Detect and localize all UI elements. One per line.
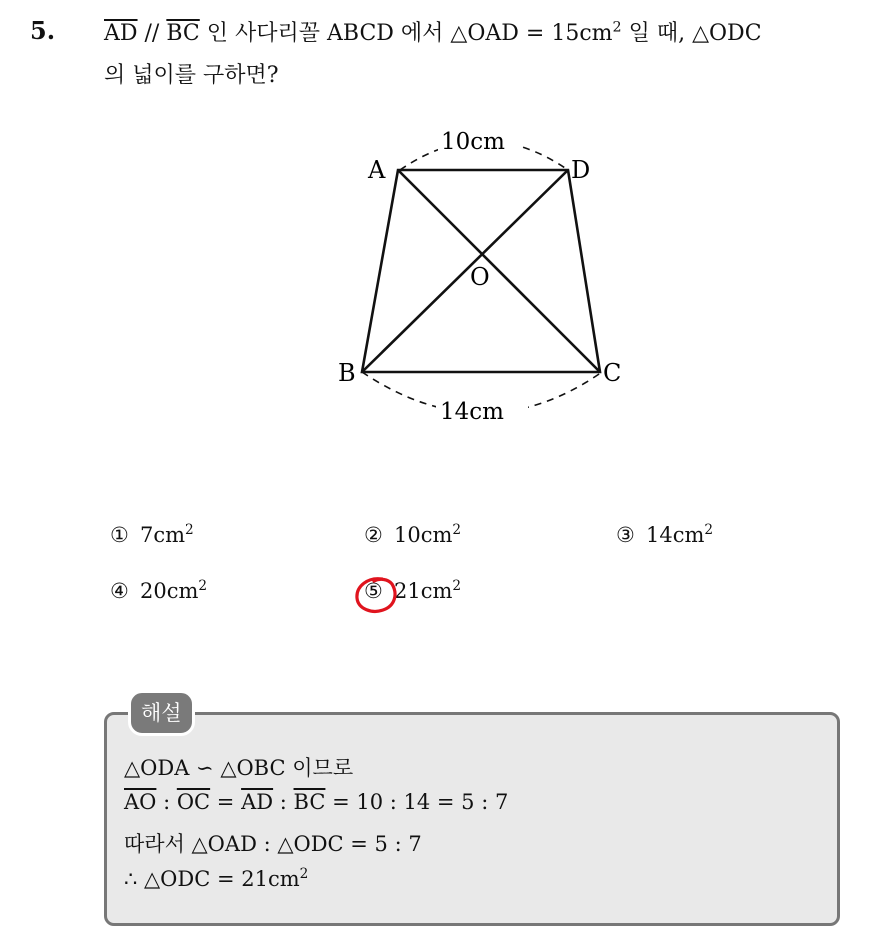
solution-box	[104, 712, 840, 926]
label-d: D	[571, 156, 591, 184]
top-length-label: 10cm	[441, 129, 505, 155]
segment-bc: $\overline{BC}$	[166, 21, 200, 46]
question-line-1	[104, 16, 762, 47]
label-o: O	[470, 263, 490, 291]
segment-bc-solution: $\overline{BC}$	[293, 790, 326, 814]
question-line-1-tail: 일 때, △ODC	[621, 21, 762, 46]
choice-4-sup: 2	[198, 578, 208, 594]
solution-line-4	[124, 866, 308, 891]
equals-sign: =	[210, 790, 242, 814]
choice-3-sup: 2	[704, 522, 714, 538]
choice-2-sup: 2	[452, 522, 462, 538]
choice-4-value: 20cm	[140, 579, 199, 603]
choice-4-mark: ④	[110, 579, 129, 603]
segment-ao: $\overline{AO}$	[124, 790, 157, 814]
answer-circle-mark	[352, 574, 402, 618]
segment-oc: $\overline{OC}$	[176, 790, 211, 814]
trapezoid-figure	[320, 120, 640, 440]
choice-3-value: 14cm	[646, 523, 705, 547]
question-line-2: 의 넓이를 구하면?	[104, 63, 279, 88]
solution-line-4-text: ∴ △ODC = 21cm	[124, 867, 300, 891]
choice-3[interactable]	[616, 522, 713, 547]
ratio-colon-2: :	[273, 790, 294, 814]
choice-5-mark: ⑤	[364, 579, 383, 603]
solution-line-3: 따라서 △OAD : △ODC = 5 : 7	[124, 832, 422, 856]
choice-1[interactable]	[110, 522, 194, 547]
choice-5-sup: 2	[452, 578, 462, 594]
choice-1-value: 7cm	[140, 523, 186, 547]
choice-5-value: 21cm	[394, 579, 453, 603]
question-line-1-sup: 2	[612, 19, 622, 36]
parallel-sign: //	[137, 21, 167, 46]
solution-line-1: △ODA ∽ △OBC 이므로	[124, 756, 354, 780]
bottom-length-label: 14cm	[440, 399, 504, 425]
choice-4[interactable]	[110, 578, 207, 603]
solution-line-4-sup: 2	[299, 866, 309, 882]
choice-2[interactable]	[364, 522, 461, 547]
diagonal-ac	[398, 170, 600, 372]
choice-2-mark: ②	[364, 523, 383, 547]
choice-1-sup: 2	[185, 522, 194, 538]
choice-2-value: 10cm	[394, 523, 453, 547]
choice-1-mark: ①	[110, 523, 129, 547]
label-c: C	[603, 359, 622, 387]
solution-line-2	[124, 790, 508, 814]
question-line-1-text: 인 사다리꼴 ABCD 에서 △OAD = 15cm	[199, 21, 613, 46]
question-number: 5.	[30, 16, 56, 45]
label-b: B	[338, 359, 356, 387]
ratio-result: = 10 : 14 = 5 : 7	[325, 790, 509, 814]
segment-ad: $\overline{AD}$	[104, 21, 138, 46]
solution-tag: 해설	[128, 690, 195, 736]
label-a: A	[368, 156, 386, 184]
choice-3-mark: ③	[616, 523, 635, 547]
segment-ad-solution: $\overline{AD}$	[241, 790, 274, 814]
ratio-colon-1: :	[156, 790, 177, 814]
